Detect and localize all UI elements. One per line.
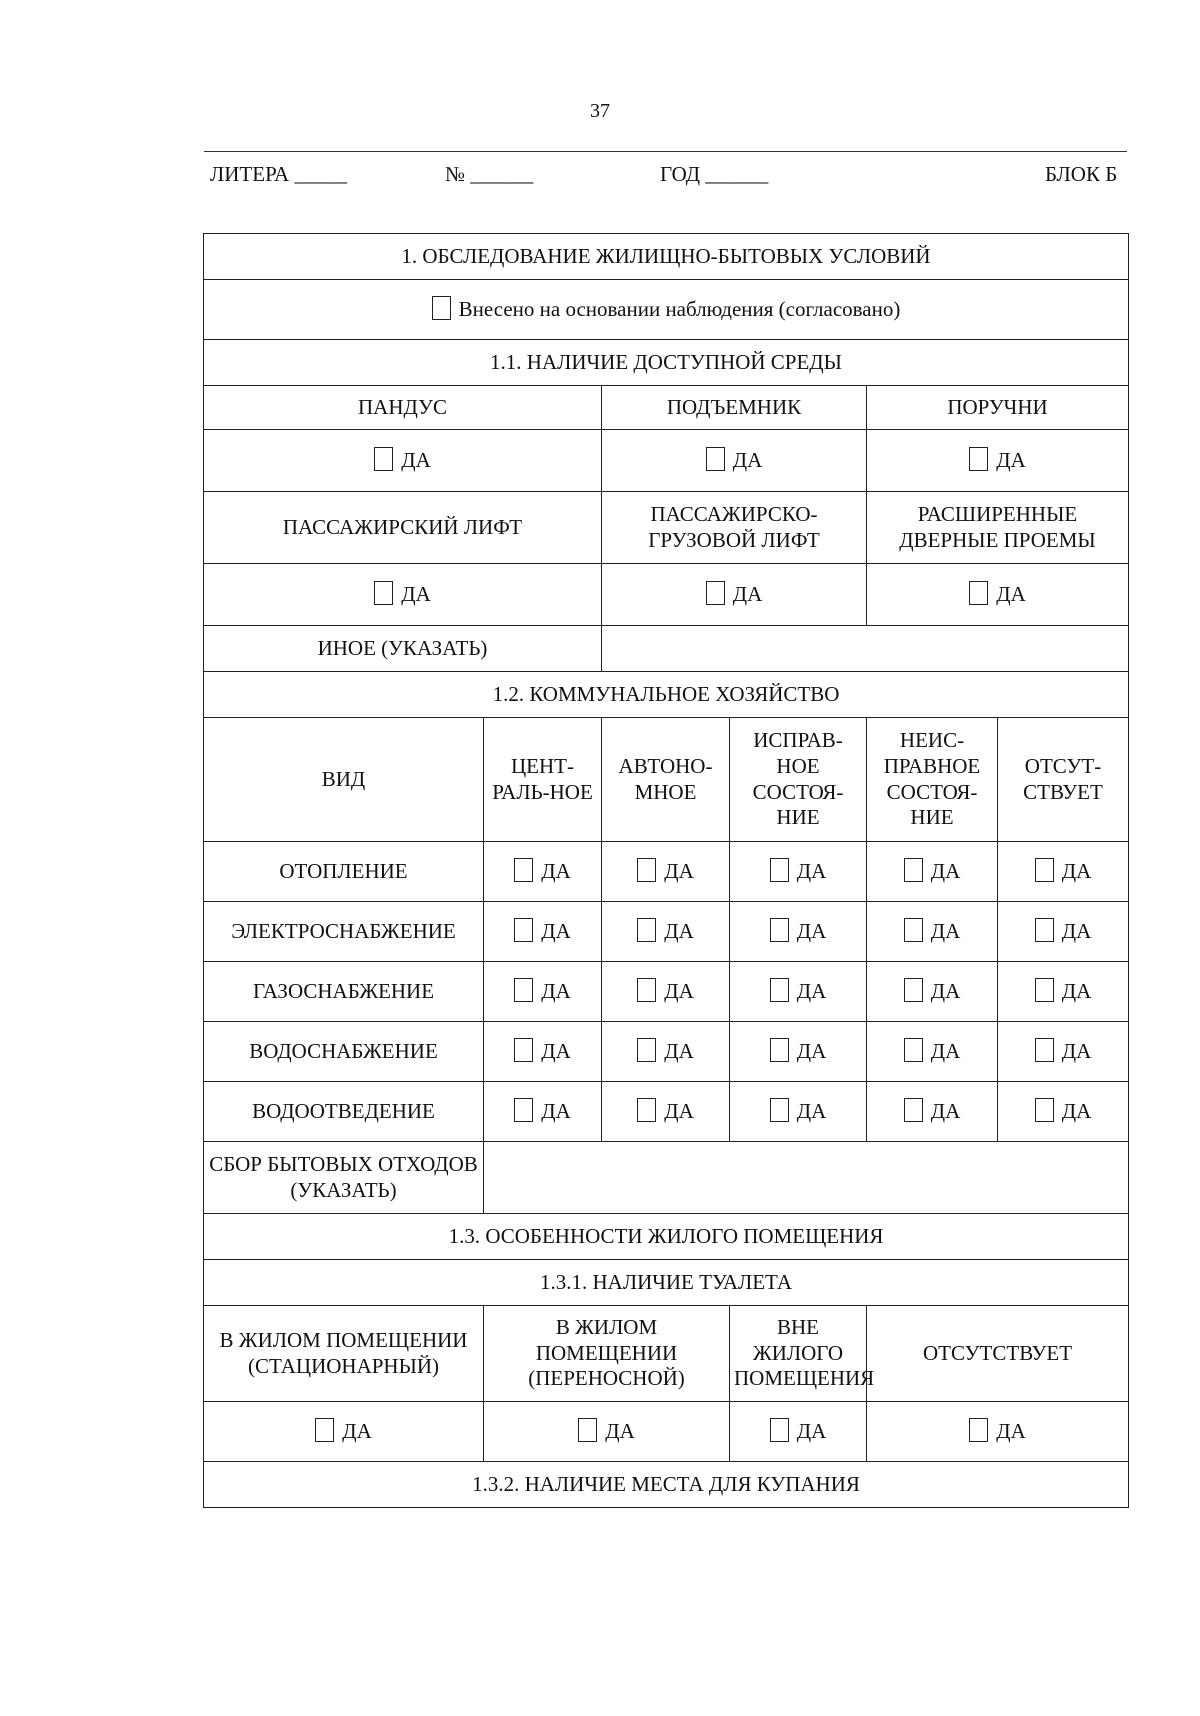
other-label: ИНОЕ (УКАЗАТЬ) xyxy=(204,626,602,672)
utility-yes-cell xyxy=(867,902,998,962)
checkbox[interactable] xyxy=(578,1418,597,1442)
yes-option[interactable] xyxy=(904,919,961,943)
yes-option[interactable] xyxy=(1035,919,1092,943)
yes-option[interactable] xyxy=(904,1099,961,1123)
utility-column-header: АВТОНО-МНОЕ xyxy=(602,718,730,842)
checkbox[interactable] xyxy=(637,978,656,1002)
utility-yes-cell xyxy=(998,902,1129,962)
checkbox[interactable] xyxy=(637,858,656,882)
yes-option[interactable] xyxy=(904,979,961,1003)
checkbox[interactable] xyxy=(904,918,923,942)
utility-column-header: ОТСУТ-СТВУЕТ xyxy=(998,718,1129,842)
toilet-column-header: ВНЕ ЖИЛОГО ПОМЕЩЕНИЯ xyxy=(730,1306,867,1402)
yes-label: ДА xyxy=(1061,919,1092,944)
utility-column-header: НЕИС-ПРАВНОЕ СОСТОЯ-НИЕ xyxy=(867,718,998,842)
utility-yes-cell xyxy=(998,1022,1129,1082)
checkbox[interactable] xyxy=(770,1418,789,1442)
checkbox[interactable] xyxy=(706,447,725,471)
utility-yes-cell xyxy=(602,842,730,902)
yes-option[interactable] xyxy=(770,979,827,1003)
yes-label: ДА xyxy=(541,979,571,1004)
page-number: 37 xyxy=(590,100,610,122)
yes-label: ДА xyxy=(664,979,694,1004)
checkbox[interactable] xyxy=(637,1038,656,1062)
yes-label: ДА xyxy=(796,1419,827,1444)
utility-yes-cell xyxy=(730,962,867,1022)
checkbox[interactable] xyxy=(969,447,988,471)
section-1-3-title: 1.3. ОСОБЕННОСТИ ЖИЛОГО ПОМЕЩЕНИЯ xyxy=(204,1214,1129,1260)
yes-option[interactable] xyxy=(514,979,571,1003)
checkbox[interactable] xyxy=(1035,1098,1054,1122)
checkbox[interactable] xyxy=(514,1038,533,1062)
header-block: БЛОК Б xyxy=(1045,162,1118,186)
yes-option[interactable] xyxy=(514,919,571,943)
waste-label: СБОР БЫТОВЫХ ОТХОДОВ (УКАЗАТЬ) xyxy=(204,1142,484,1214)
yes-label: ДА xyxy=(664,919,694,944)
waste-input-cell[interactable] xyxy=(484,1142,1129,1214)
utility-yes-cell xyxy=(602,1022,730,1082)
section-1-3-1-title: 1.3.1. НАЛИЧИЕ ТУАЛЕТА xyxy=(204,1260,1129,1306)
utility-yes-cell xyxy=(484,842,602,902)
toilet-yes-cell xyxy=(867,1402,1129,1462)
utility-yes-cell xyxy=(484,1082,602,1142)
yes-option[interactable] xyxy=(770,859,827,883)
utility-column-header: ЦЕНТ-РАЛЬ-НОЕ xyxy=(484,718,602,842)
yes-option[interactable] xyxy=(904,1039,961,1063)
checkbox[interactable] xyxy=(315,1418,334,1442)
utility-yes-cell xyxy=(867,842,998,902)
header-number: № ______ xyxy=(445,162,534,186)
checkbox[interactable] xyxy=(770,918,789,942)
checkbox[interactable] xyxy=(770,1038,789,1062)
checkbox[interactable] xyxy=(514,1098,533,1122)
utility-row-label: ЭЛЕКТРОСНАБЖЕНИЕ xyxy=(204,902,484,962)
checkbox[interactable] xyxy=(514,858,533,882)
checkbox[interactable] xyxy=(904,858,923,882)
yes-label: ДА xyxy=(342,1419,372,1444)
checkbox[interactable] xyxy=(969,1418,988,1442)
yes-option[interactable] xyxy=(374,448,431,472)
utility-column-header: ИСПРАВ-НОЕ СОСТОЯ-НИЕ xyxy=(730,718,867,842)
survey-form-table xyxy=(203,233,1129,1508)
yes-label: ДА xyxy=(541,1099,571,1124)
checkbox[interactable] xyxy=(1035,858,1054,882)
yes-option[interactable] xyxy=(1035,1039,1092,1063)
yes-label: ДА xyxy=(664,1099,694,1124)
utility-yes-cell xyxy=(730,842,867,902)
checkbox[interactable] xyxy=(514,918,533,942)
checkbox[interactable] xyxy=(374,447,393,471)
utility-yes-cell xyxy=(484,902,602,962)
checkbox[interactable] xyxy=(637,918,656,942)
utility-yes-cell xyxy=(998,1082,1129,1142)
other-input-cell[interactable] xyxy=(602,626,1129,672)
checkbox[interactable] xyxy=(904,1038,923,1062)
yes-option[interactable] xyxy=(969,582,1026,606)
utility-yes-cell xyxy=(602,902,730,962)
toilet-yes-cell xyxy=(484,1402,730,1462)
utility-yes-cell xyxy=(998,962,1129,1022)
yes-option[interactable] xyxy=(637,859,694,883)
checkbox[interactable] xyxy=(1035,978,1054,1002)
checkbox[interactable] xyxy=(514,978,533,1002)
yes-option[interactable] xyxy=(770,919,827,943)
accessibility-yes-cell xyxy=(867,564,1129,626)
accessibility-label: ПАССАЖИРСКИЙ ЛИФТ xyxy=(204,492,602,564)
accessibility-label: РАСШИРЕННЫЕ ДВЕРНЫЕ ПРОЕМЫ xyxy=(867,492,1129,564)
utility-yes-cell xyxy=(998,842,1129,902)
section-1-3-2-title: 1.3.2. НАЛИЧИЕ МЕСТА ДЛЯ КУПАНИЯ xyxy=(204,1462,1129,1508)
checkbox[interactable] xyxy=(904,978,923,1002)
yes-option[interactable] xyxy=(969,1419,1026,1443)
toilet-column-header: В ЖИЛОМ ПОМЕЩЕНИИ (ПЕРЕНОСНОЙ) xyxy=(484,1306,730,1402)
yes-label: ДА xyxy=(796,859,827,884)
checkbox[interactable] xyxy=(1035,918,1054,942)
yes-option[interactable] xyxy=(637,919,694,943)
yes-label: ДА xyxy=(732,582,763,607)
yes-option[interactable] xyxy=(1035,979,1092,1003)
yes-label: ДА xyxy=(930,919,961,944)
yes-option[interactable] xyxy=(637,1039,694,1063)
yes-label: ДА xyxy=(1061,859,1092,884)
yes-label: ДА xyxy=(996,448,1026,473)
yes-label: ДА xyxy=(796,1039,827,1064)
yes-label: ДА xyxy=(796,1099,827,1124)
yes-label: ДА xyxy=(930,1099,961,1124)
accessibility-label: ПОДЪЕМНИК xyxy=(602,386,867,430)
utility-yes-cell xyxy=(867,1082,998,1142)
observation-checkbox[interactable] xyxy=(432,296,451,320)
header-litera: ЛИТЕРА _____ xyxy=(210,162,347,186)
yes-option[interactable] xyxy=(770,1039,827,1063)
yes-option[interactable] xyxy=(578,1419,635,1443)
accessibility-label: ПАССАЖИРСКО-ГРУЗОВОЙ ЛИФТ xyxy=(602,492,867,564)
utility-row-label: ВОДООТВЕДЕНИЕ xyxy=(204,1082,484,1142)
yes-label: ДА xyxy=(996,582,1026,607)
utility-row-label: ОТОПЛЕНИЕ xyxy=(204,842,484,902)
yes-option[interactable] xyxy=(904,859,961,883)
checkbox[interactable] xyxy=(1035,1038,1054,1062)
yes-option[interactable] xyxy=(969,448,1026,472)
yes-label: ДА xyxy=(664,859,694,884)
accessibility-label: ПОРУЧНИ xyxy=(867,386,1129,430)
utility-yes-cell xyxy=(867,962,998,1022)
section-1-2-title: 1.2. КОММУНАЛЬНОЕ ХОЗЯЙСТВО xyxy=(204,672,1129,718)
toilet-yes-cell xyxy=(204,1402,484,1462)
toilet-column-header: ОТСУТСТВУЕТ xyxy=(867,1306,1129,1402)
yes-option[interactable] xyxy=(637,979,694,1003)
header-year: ГОД ______ xyxy=(660,162,769,186)
yes-option[interactable] xyxy=(514,1099,571,1123)
checkbox[interactable] xyxy=(904,1098,923,1122)
accessibility-yes-cell xyxy=(204,564,602,626)
checkbox[interactable] xyxy=(969,581,988,605)
checkbox[interactable] xyxy=(770,858,789,882)
yes-option[interactable] xyxy=(770,1099,827,1123)
checkbox[interactable] xyxy=(706,581,725,605)
accessibility-yes-cell xyxy=(867,430,1129,492)
utility-row-label: ГАЗОСНАБЖЕНИЕ xyxy=(204,962,484,1022)
yes-label: ДА xyxy=(1061,1099,1092,1124)
utility-yes-cell xyxy=(730,1022,867,1082)
yes-label: ДА xyxy=(996,1419,1026,1444)
yes-option[interactable] xyxy=(1035,859,1092,883)
utility-yes-cell xyxy=(867,1022,998,1082)
yes-label: ДА xyxy=(541,1039,571,1064)
checkbox[interactable] xyxy=(770,978,789,1002)
header-rule xyxy=(204,151,1127,152)
utility-yes-cell xyxy=(484,962,602,1022)
section-1-1-title: 1.1. НАЛИЧИЕ ДОСТУПНОЙ СРЕДЫ xyxy=(204,340,1129,386)
yes-label: ДА xyxy=(541,919,571,944)
checkbox[interactable] xyxy=(374,581,393,605)
yes-option[interactable] xyxy=(706,582,763,606)
toilet-column-header: В ЖИЛОМ ПОМЕЩЕНИИ (СТАЦИОНАРНЫЙ) xyxy=(204,1306,484,1402)
utility-yes-cell xyxy=(602,962,730,1022)
observation-note-row xyxy=(204,280,1129,340)
yes-label: ДА xyxy=(664,1039,694,1064)
yes-label: ДА xyxy=(930,859,961,884)
yes-option[interactable] xyxy=(514,1039,571,1063)
utility-yes-cell xyxy=(602,1082,730,1142)
utility-column-header: ВИД xyxy=(204,718,484,842)
checkbox[interactable] xyxy=(770,1098,789,1122)
accessibility-yes-cell xyxy=(602,564,867,626)
yes-label: ДА xyxy=(605,1419,635,1444)
yes-option[interactable] xyxy=(770,1419,827,1443)
yes-label: ДА xyxy=(796,979,827,1004)
accessibility-label: ПАНДУС xyxy=(204,386,602,430)
yes-label: ДА xyxy=(401,582,431,607)
yes-label: ДА xyxy=(930,1039,961,1064)
utility-yes-cell xyxy=(730,902,867,962)
yes-label: ДА xyxy=(930,979,961,1004)
yes-option[interactable] xyxy=(514,859,571,883)
utility-yes-cell xyxy=(484,1022,602,1082)
yes-label: ДА xyxy=(1061,1039,1092,1064)
yes-label: ДА xyxy=(796,919,827,944)
yes-label: ДА xyxy=(1061,979,1092,1004)
checkbox[interactable] xyxy=(637,1098,656,1122)
yes-label: ДА xyxy=(732,448,763,473)
yes-option[interactable] xyxy=(315,1419,372,1443)
accessibility-yes-cell xyxy=(602,430,867,492)
yes-option[interactable] xyxy=(1035,1099,1092,1123)
yes-option[interactable] xyxy=(637,1099,694,1123)
yes-label: ДА xyxy=(401,448,431,473)
utility-row-label: ВОДОСНАБЖЕНИЕ xyxy=(204,1022,484,1082)
utility-yes-cell xyxy=(730,1082,867,1142)
yes-option[interactable] xyxy=(706,448,763,472)
yes-option[interactable] xyxy=(374,582,431,606)
section-1-title: 1. ОБСЛЕДОВАНИЕ ЖИЛИЩНО-БЫТОВЫХ УСЛОВИЙ xyxy=(204,234,1129,280)
toilet-yes-cell xyxy=(730,1402,867,1462)
observation-note: Внесено на основании наблюдения (согласовано) xyxy=(458,297,901,322)
yes-label: ДА xyxy=(541,859,571,884)
accessibility-yes-cell xyxy=(204,430,602,492)
